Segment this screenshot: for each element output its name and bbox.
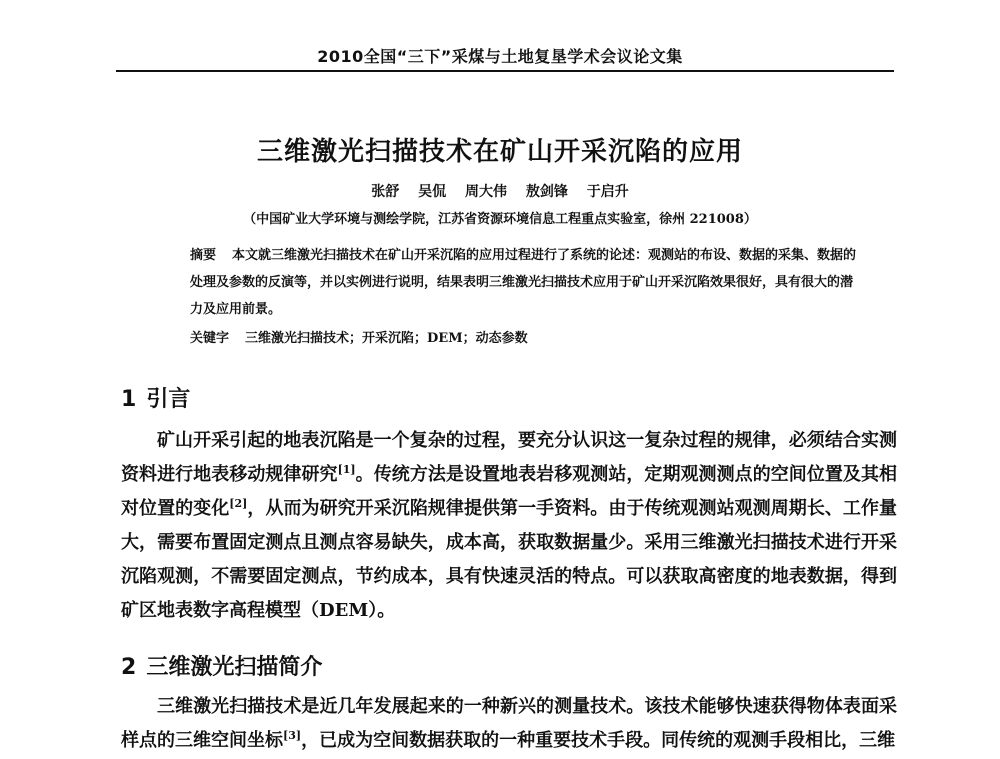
- section-title: 引言: [146, 387, 191, 412]
- abstract-text: 本文就三维激光扫描技术在矿山开采沉陷的应用过程进行了系统的论述：观测站的布设、数据的采集、数据的处理及参数的反演等，并以实例进行说明，结果表明三维激光扫描技术应用于矿山开采沉陷效果很好，具有很大的潜力及应用前景。: [190, 248, 857, 317]
- section-number: 1: [121, 387, 137, 412]
- paragraph-text: 。传统方法是设置地表岩移观测站，定期观测测点的空间位置及其相对位置的变化: [121, 464, 898, 519]
- paragraph-text: ，已成为空间数据获取的一种重要技术手段。同传统的观测手段相比，三维: [301, 730, 896, 751]
- laser-scanning-paragraph: [121, 690, 897, 758]
- citation-ref: [3]: [283, 729, 302, 742]
- paper-title: 三维激光扫描技术在矿山开采沉陷的应用: [256, 137, 743, 167]
- abstract-label: 摘要: [190, 248, 217, 263]
- section-heading-introduction: [121, 382, 190, 413]
- keywords-text: 三维激光扫描技术；开采沉陷；DEM；动态参数: [245, 331, 528, 346]
- section-heading-laser-scanning: [121, 650, 322, 681]
- paragraph-text: ，从而为研究开采沉陷规律提供第一手资料。由于传统观测站观测周期长、工作量大，需要布置固定测点且测点容易缺失，成本高，获取数据量少。采用三维激光扫描技术进行开采沉陷观测，不需要固定测点，节约成本，具有快速灵活的特点。可以获取高密度的地表数据，得到矿区地表数字高程模型（DEM）。: [121, 498, 898, 621]
- section-number: 2: [121, 655, 137, 680]
- paragraph-text: 三维激光扫描技术是近几年发展起来的一种新兴的测量技术。该技术能够快速获得物体表面采样点的三维空间坐标: [121, 696, 897, 751]
- running-head: 2010全国“三下”采煤与土地复垦学术会议论文集: [317, 47, 683, 66]
- paragraph-text: 矿山开采引起的地表沉陷是一个复杂的过程，要充分认识这一复杂过程的规律，必须结合实测资料进行地表移动规律研究: [121, 430, 897, 485]
- introduction-paragraph: [121, 424, 897, 628]
- paper-affiliation: （中国矿业大学环境与测绘学院，江苏省资源环境信息工程重点实验室，徐州 221008）: [243, 212, 757, 227]
- keywords: [190, 325, 864, 352]
- section-title: 三维激光扫描简介: [146, 655, 323, 680]
- keywords-label: 关键字: [190, 331, 230, 346]
- header-rule: [116, 70, 894, 72]
- abstract: [158, 242, 864, 323]
- citation-ref: [1]: [337, 463, 356, 476]
- paper-authors: 张舒 吴侃 周大伟 敖剑锋 于启升: [371, 184, 629, 200]
- citation-ref: [2]: [229, 497, 248, 510]
